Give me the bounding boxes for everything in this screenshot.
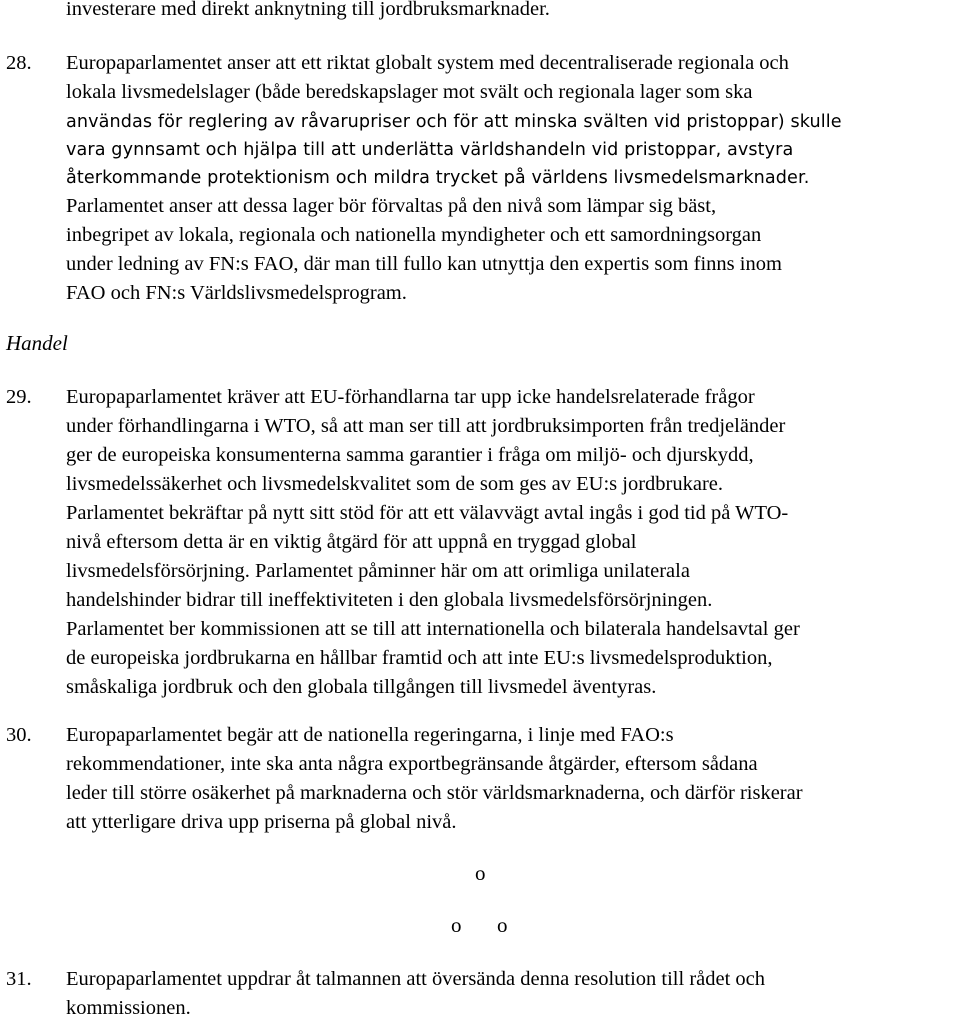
paragraph-28-line: användas för reglering av råvarupriser och för att minska svälten vid pristoppar) skulle — [66, 112, 842, 132]
section-heading: Handel — [6, 331, 68, 355]
separator-mark-left: o — [451, 913, 462, 937]
paragraph-29-line: under förhandlingarna i WTO, så att man ser till att jordbruksimporten från tredjeländer — [66, 415, 786, 437]
paragraph-28-line: återkommande protektionism och mildra trycket på världens livsmedelsmarknader. — [66, 168, 810, 188]
paragraph-29-number: 29. — [6, 386, 32, 408]
paragraph-28-line: FAO och FN:s Världslivsmedelsprogram. — [66, 282, 407, 304]
paragraph-29-line: småskaliga jordbruk och den globala tillgången till livsmedel äventyras. — [66, 676, 657, 698]
paragraph-29-line: Parlamentet bekräftar på nytt sitt stöd för att ett välavvägt avtal ingås i god tid på WTO- — [66, 502, 789, 524]
paragraph-29-line: Europaparlamentet kräver att EU-förhandlarna tar upp icke handelsrelaterade frågor — [66, 386, 755, 408]
paragraph-30-number: 30. — [6, 724, 32, 746]
separator-mark-top: o — [475, 861, 486, 885]
paragraph-30-line: Europaparlamentet begär att de nationella regeringarna, i linje med FAO:s — [66, 724, 674, 746]
paragraph-29-line: ger de europeiska konsumenterna samma garantier i fråga om miljö- och djurskydd, — [66, 444, 754, 466]
intro-tail-line: investerare med direkt anknytning till jordbruksmarknader. — [66, 0, 550, 20]
paragraph-31-line: kommissionen. — [66, 997, 191, 1019]
paragraph-30-line: rekommendationer, inte ska anta några exportbegränsande åtgärder, eftersom sådana — [66, 753, 758, 775]
paragraph-29-line: nivå eftersom detta är en viktig åtgärd för att uppnå en tryggad global — [66, 531, 637, 553]
paragraph-29-line: livsmedelsförsörjning. Parlamentet påminner här om att orimliga unilaterala — [66, 560, 690, 582]
paragraph-28-line: lokala livsmedelslager (både beredskapslager mot svält och regionala lager som ska — [66, 81, 753, 103]
paragraph-31-line: Europaparlamentet uppdrar åt talmannen att översända denna resolution till rådet och — [66, 968, 766, 990]
paragraph-30-line: leder till större osäkerhet på marknaderna och stör världsmarknaderna, och därför riskerar — [66, 782, 803, 804]
paragraph-28-line: Europaparlamentet anser att ett riktat globalt system med decentraliserade regionala och — [66, 52, 789, 74]
paragraph-29-line: handelshinder bidrar till ineffektiviteten i den globala livsmedelsförsörjningen. — [66, 589, 713, 611]
paragraph-29-line: livsmedelssäkerhet och livsmedelskvalitet som de som ges av EU:s jordbrukare. — [66, 473, 723, 495]
paragraph-30-line: att ytterligare driva upp priserna på global nivå. — [66, 811, 457, 833]
paragraph-28-number: 28. — [6, 52, 32, 74]
paragraph-31-number: 31. — [6, 968, 32, 990]
paragraph-29-line: Parlamentet ber kommissionen att se till att internationella och bilaterala handelsavtal ger — [66, 618, 800, 640]
separator-mark-right: o — [497, 913, 508, 937]
paragraph-29-line: de europeiska jordbrukarna en hållbar framtid och att inte EU:s livsmedelsproduktion, — [66, 647, 773, 669]
paragraph-28-line: inbegripet av lokala, regionala och nationella myndigheter och ett samordningsorgan — [66, 224, 762, 246]
paragraph-28-line: under ledning av FN:s FAO, där man till fullo kan utnyttja den expertis som finns inom — [66, 253, 782, 275]
paragraph-28-line: vara gynnsamt och hjälpa till att underlätta världshandeln vid pristoppar, avstyra — [66, 140, 794, 160]
paragraph-28-line: Parlamentet anser att dessa lager bör förvaltas på den nivå som lämpar sig bäst, — [66, 195, 717, 217]
